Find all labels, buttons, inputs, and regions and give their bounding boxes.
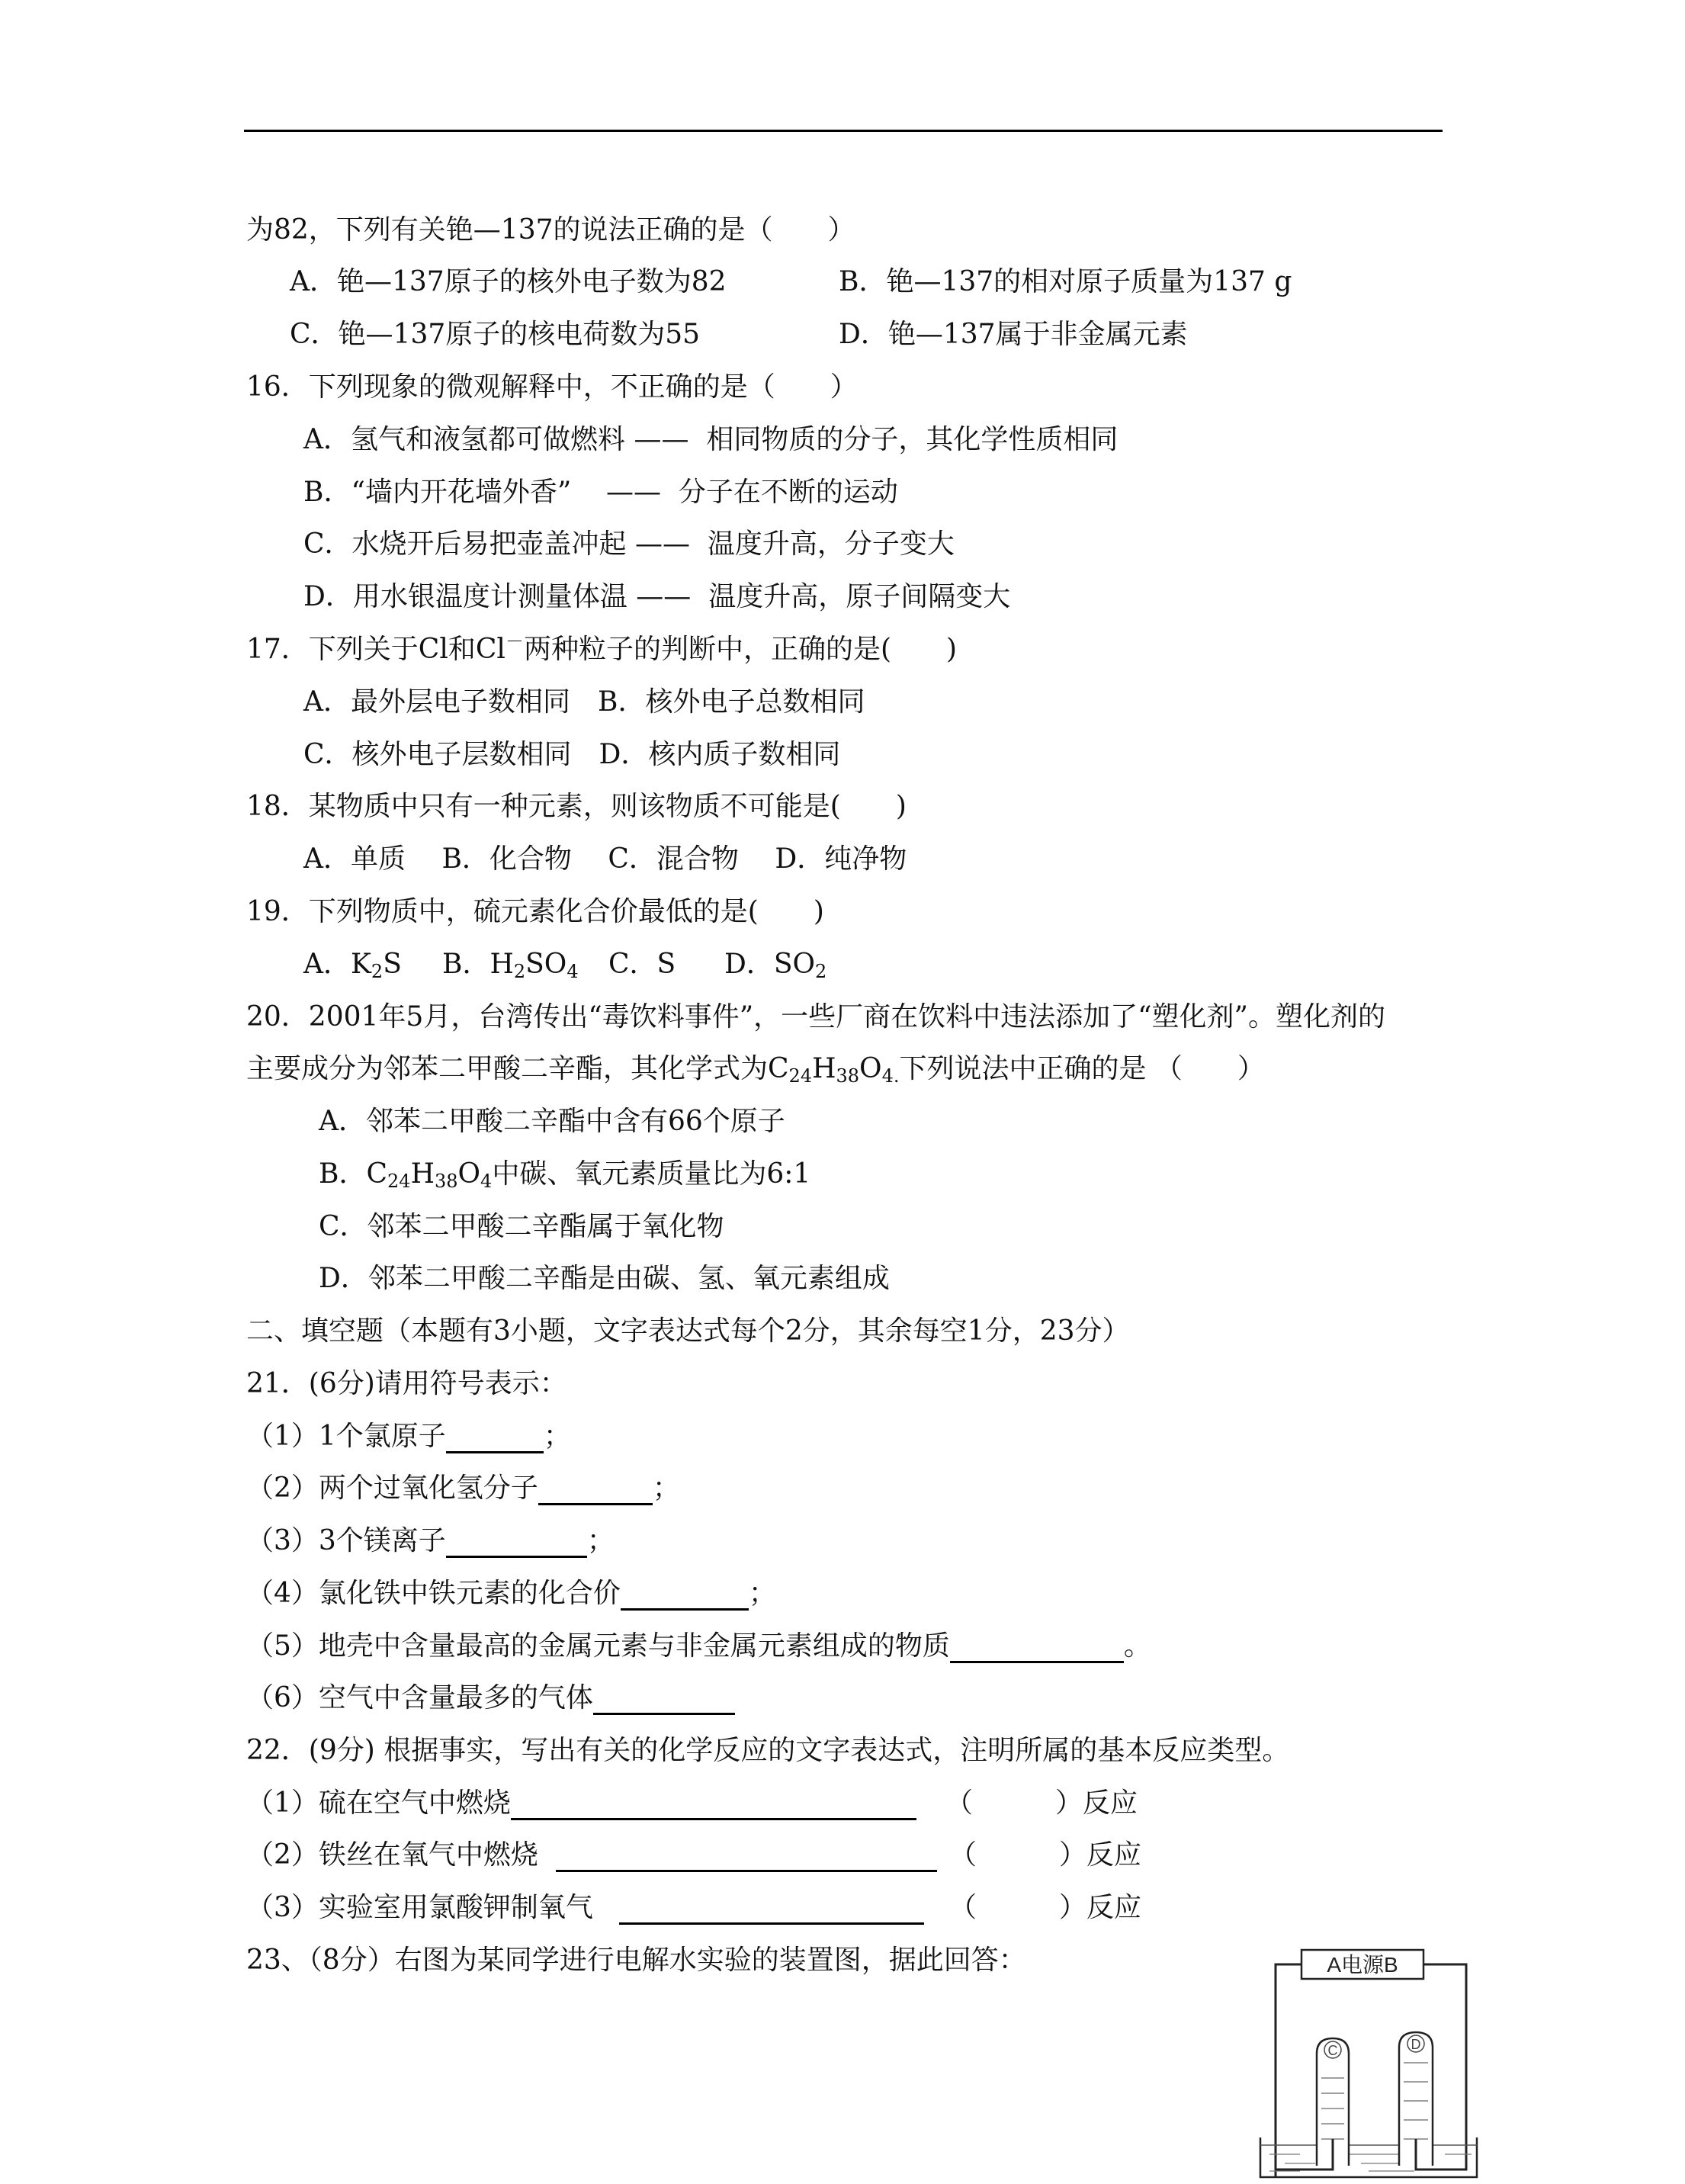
answer-blank[interactable] <box>446 1530 587 1558</box>
q20-option-b: B．$C_{24}H_{38}O_4$中碳、氧元素质量比为6:1 <box>319 1158 811 1192</box>
answer-blank[interactable] <box>619 1897 924 1925</box>
q17-stem <box>246 633 957 666</box>
header-rule <box>244 130 1443 132</box>
q19-option-c: C．S <box>608 949 676 980</box>
q15-option-a: A．铯—137原子的核外电子数为82 <box>290 266 727 297</box>
electrolysis-apparatus-figure <box>1254 1948 1483 2181</box>
q21-item-1: （1）1个氯原子 ； <box>246 1421 571 1452</box>
q22-item-3: （3）实验室用氯酸钾制氧气 <box>246 1891 924 1925</box>
q17-charge: － <box>505 631 524 652</box>
q21-item-5: （5）地壳中含量最高的金属元素与非金属元素组成的物质 。 <box>246 1630 1151 1662</box>
answer-blank[interactable] <box>950 1635 1124 1663</box>
q22-type-2: （ ）反应 <box>949 1839 1142 1871</box>
q21-item-2: （2）两个过氧化氢分子 ； <box>246 1473 680 1504</box>
q22-item-2: （2）铁丝在氧气中燃烧 <box>246 1839 937 1872</box>
q16-option-a: A．氢气和液氢都可做燃料 —— 相同物质的分子，其化学性质相同 <box>303 424 1119 455</box>
answer-blank[interactable] <box>511 1792 916 1820</box>
q19-stem: 19．下列物质中，硫元素化合价最低的是( ) <box>246 896 824 927</box>
q16-option-c: C．水烧开后易把壶盖冲起 —— 温度升高，分子变大 <box>303 528 955 560</box>
q17-stem-post: 两种粒子的判断中，正确的是( ) <box>523 634 958 665</box>
tube-c-label: C <box>1327 2043 1338 2058</box>
q19-option-a: A．$K_2S$ <box>303 949 402 982</box>
q21-item-4: （4）氯化铁中铁元素的化合价 ； <box>246 1578 776 1609</box>
answer-blank[interactable] <box>621 1582 749 1611</box>
q17-stem-pre: 17．下列关于Cl和Cl <box>246 634 505 665</box>
q17-options-cd: C．核外电子层数相同 D．核内质子数相同 <box>303 739 841 770</box>
q23-stem: 23、（8分）右图为某同学进行电解水实验的装置图，据此回答： <box>246 1945 1026 1976</box>
q21-item-3: （3）3个镁离子 ； <box>246 1525 615 1556</box>
q15-option-c: C．铯—137原子的核电荷数为55 <box>290 319 701 350</box>
q15-stem: 为82，下列有关铯—137的说法正确的是（ ） <box>246 214 855 246</box>
q20-line2: 主要成分为邻苯二甲酸二辛酯，其化学式为$C_{24}H_{38}O_{4.}$下列说法中正确的是 （ ） <box>246 1053 1265 1087</box>
q21-stem: 21．(6分)请用符号表示： <box>246 1368 567 1399</box>
q16-option-b: B．“墙内开花墙外香” —— 分子在不断的运动 <box>303 477 898 508</box>
q18-stem: 18．某物质中只有一种元素，则该物质不可能是( ) <box>246 791 907 822</box>
q16-stem: 16．下列现象的微观解释中，不正确的是（ ） <box>246 371 858 403</box>
q22-type-3: （ ）反应 <box>949 1892 1142 1923</box>
q22-stem: 22．(9分) 根据事实，写出有关的化学反应的文字表达式，注明所属的基本反应类型。 <box>246 1735 1290 1766</box>
q19-option-b: B．$H_2SO_4$ <box>442 949 579 982</box>
q21-item-6: （6）空气中含量最多的气体 <box>246 1681 735 1715</box>
q19-option-d: D．$SO_2$ <box>724 949 827 982</box>
answer-blank[interactable] <box>538 1477 653 1505</box>
q20-line1: 20．2001年5月，台湾传出“毒饮料事件”，一些厂商在饮料中违法添加了“塑化剂”。塑化剂的 <box>246 1001 1385 1033</box>
q20-option-c: C．邻苯二甲酸二辛酯属于氧化物 <box>319 1211 724 1242</box>
power-supply-label: A电源B <box>1327 1953 1398 1977</box>
q22-item-1: （1）硫在空气中燃烧 <box>246 1787 916 1820</box>
q18-options: A．单质 B．化合物 C．混合物 D．纯净物 <box>303 843 907 875</box>
q20-option-a: A．邻苯二甲酸二辛酯中含有66个原子 <box>319 1106 785 1137</box>
q17-options-ab: A．最外层电子数相同 B．核外电子总数相同 <box>303 686 865 718</box>
q16-option-d: D．用水银温度计测量体温 —— 温度升高，原子间隔变大 <box>303 581 1011 612</box>
electrolysis-diagram <box>1254 1948 1483 2181</box>
q22-type-1: （ ）反应 <box>945 1787 1138 1819</box>
tube-d-label: D <box>1411 2037 1421 2052</box>
answer-blank[interactable] <box>593 1687 735 1715</box>
section-heading: 二、填空题（本题有3小题，文字表达式每个2分，其余每空1分，23分） <box>246 1315 1130 1347</box>
q15-option-b: B．铯—137的相对原子质量为137 g <box>839 266 1292 297</box>
q15-option-d: D．铯—137属于非金属元素 <box>839 319 1188 350</box>
q20-option-d: D．邻苯二甲酸二辛酯是由碳、氢、氧元素组成 <box>319 1263 890 1294</box>
answer-blank[interactable] <box>556 1844 937 1872</box>
answer-blank[interactable] <box>446 1425 544 1453</box>
